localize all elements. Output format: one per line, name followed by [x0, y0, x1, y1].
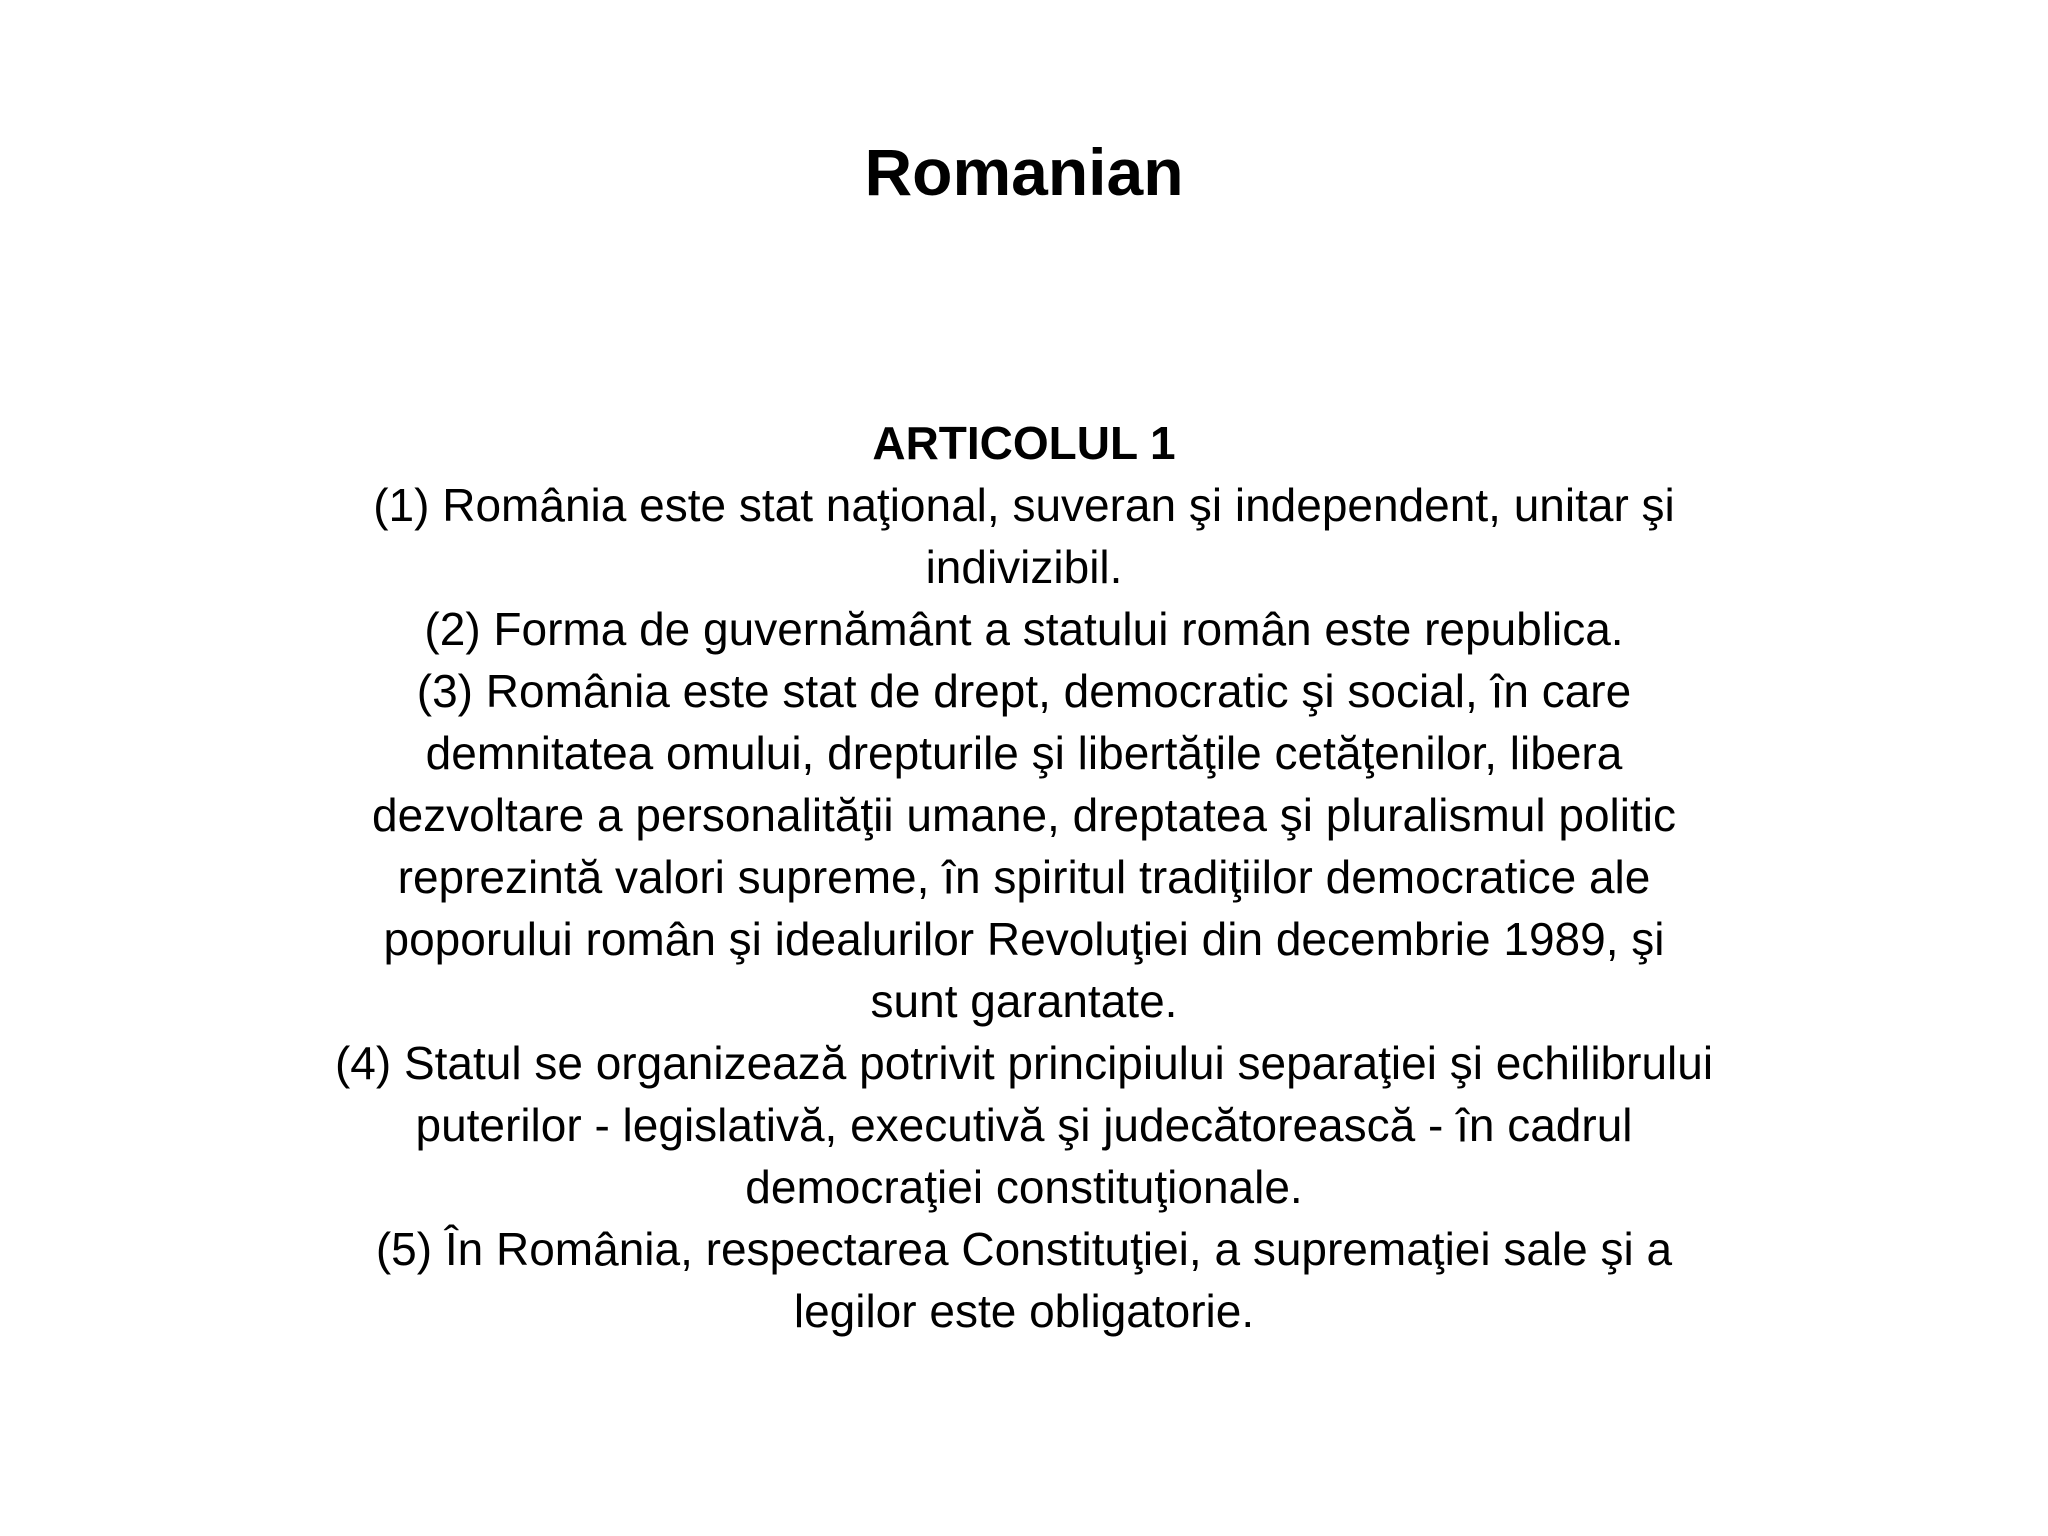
article-line: legilor este obligatorie. [793, 1285, 1255, 1337]
article-line: indivizibil. [925, 541, 1123, 593]
article-heading: ARTICOLUL 1 [872, 417, 1176, 469]
article-line: demnitatea omului, drepturile şi libertăţile cetăţenilor, libera [425, 727, 1623, 779]
article-line: puterilor - legislativă, executivă şi judecătorească - în cadrul [415, 1099, 1633, 1151]
article-line: sunt garantate. [870, 975, 1178, 1027]
article-line: (1) România este stat naţional, suveran şi independent, unitar şi [373, 479, 1675, 531]
article-body [224, 412, 1824, 1342]
article-line: (3) România este stat de drept, democratic şi social, în care [416, 665, 1632, 717]
article-line: (2) Forma de guvernământ a statului român este republica. [424, 603, 1624, 655]
article-line: (5) În România, respectarea Constituţiei, a supremaţiei sale şi a [375, 1223, 1673, 1275]
article-line: reprezintă valori supreme, în spiritul tradiţiilor democratice ale [397, 851, 1651, 903]
slide-title: Romanian [864, 135, 1184, 209]
article-line: (4) Statul se organizează potrivit principiului separaţiei şi echilibrului [334, 1037, 1714, 1089]
article-line: democraţiei constituţionale. [745, 1161, 1303, 1213]
article-line: poporului român şi idealurilor Revoluţiei din decembrie 1989, şi [383, 913, 1665, 965]
article-line: dezvoltare a personalităţii umane, dreptatea şi pluralismul politic [371, 789, 1676, 841]
